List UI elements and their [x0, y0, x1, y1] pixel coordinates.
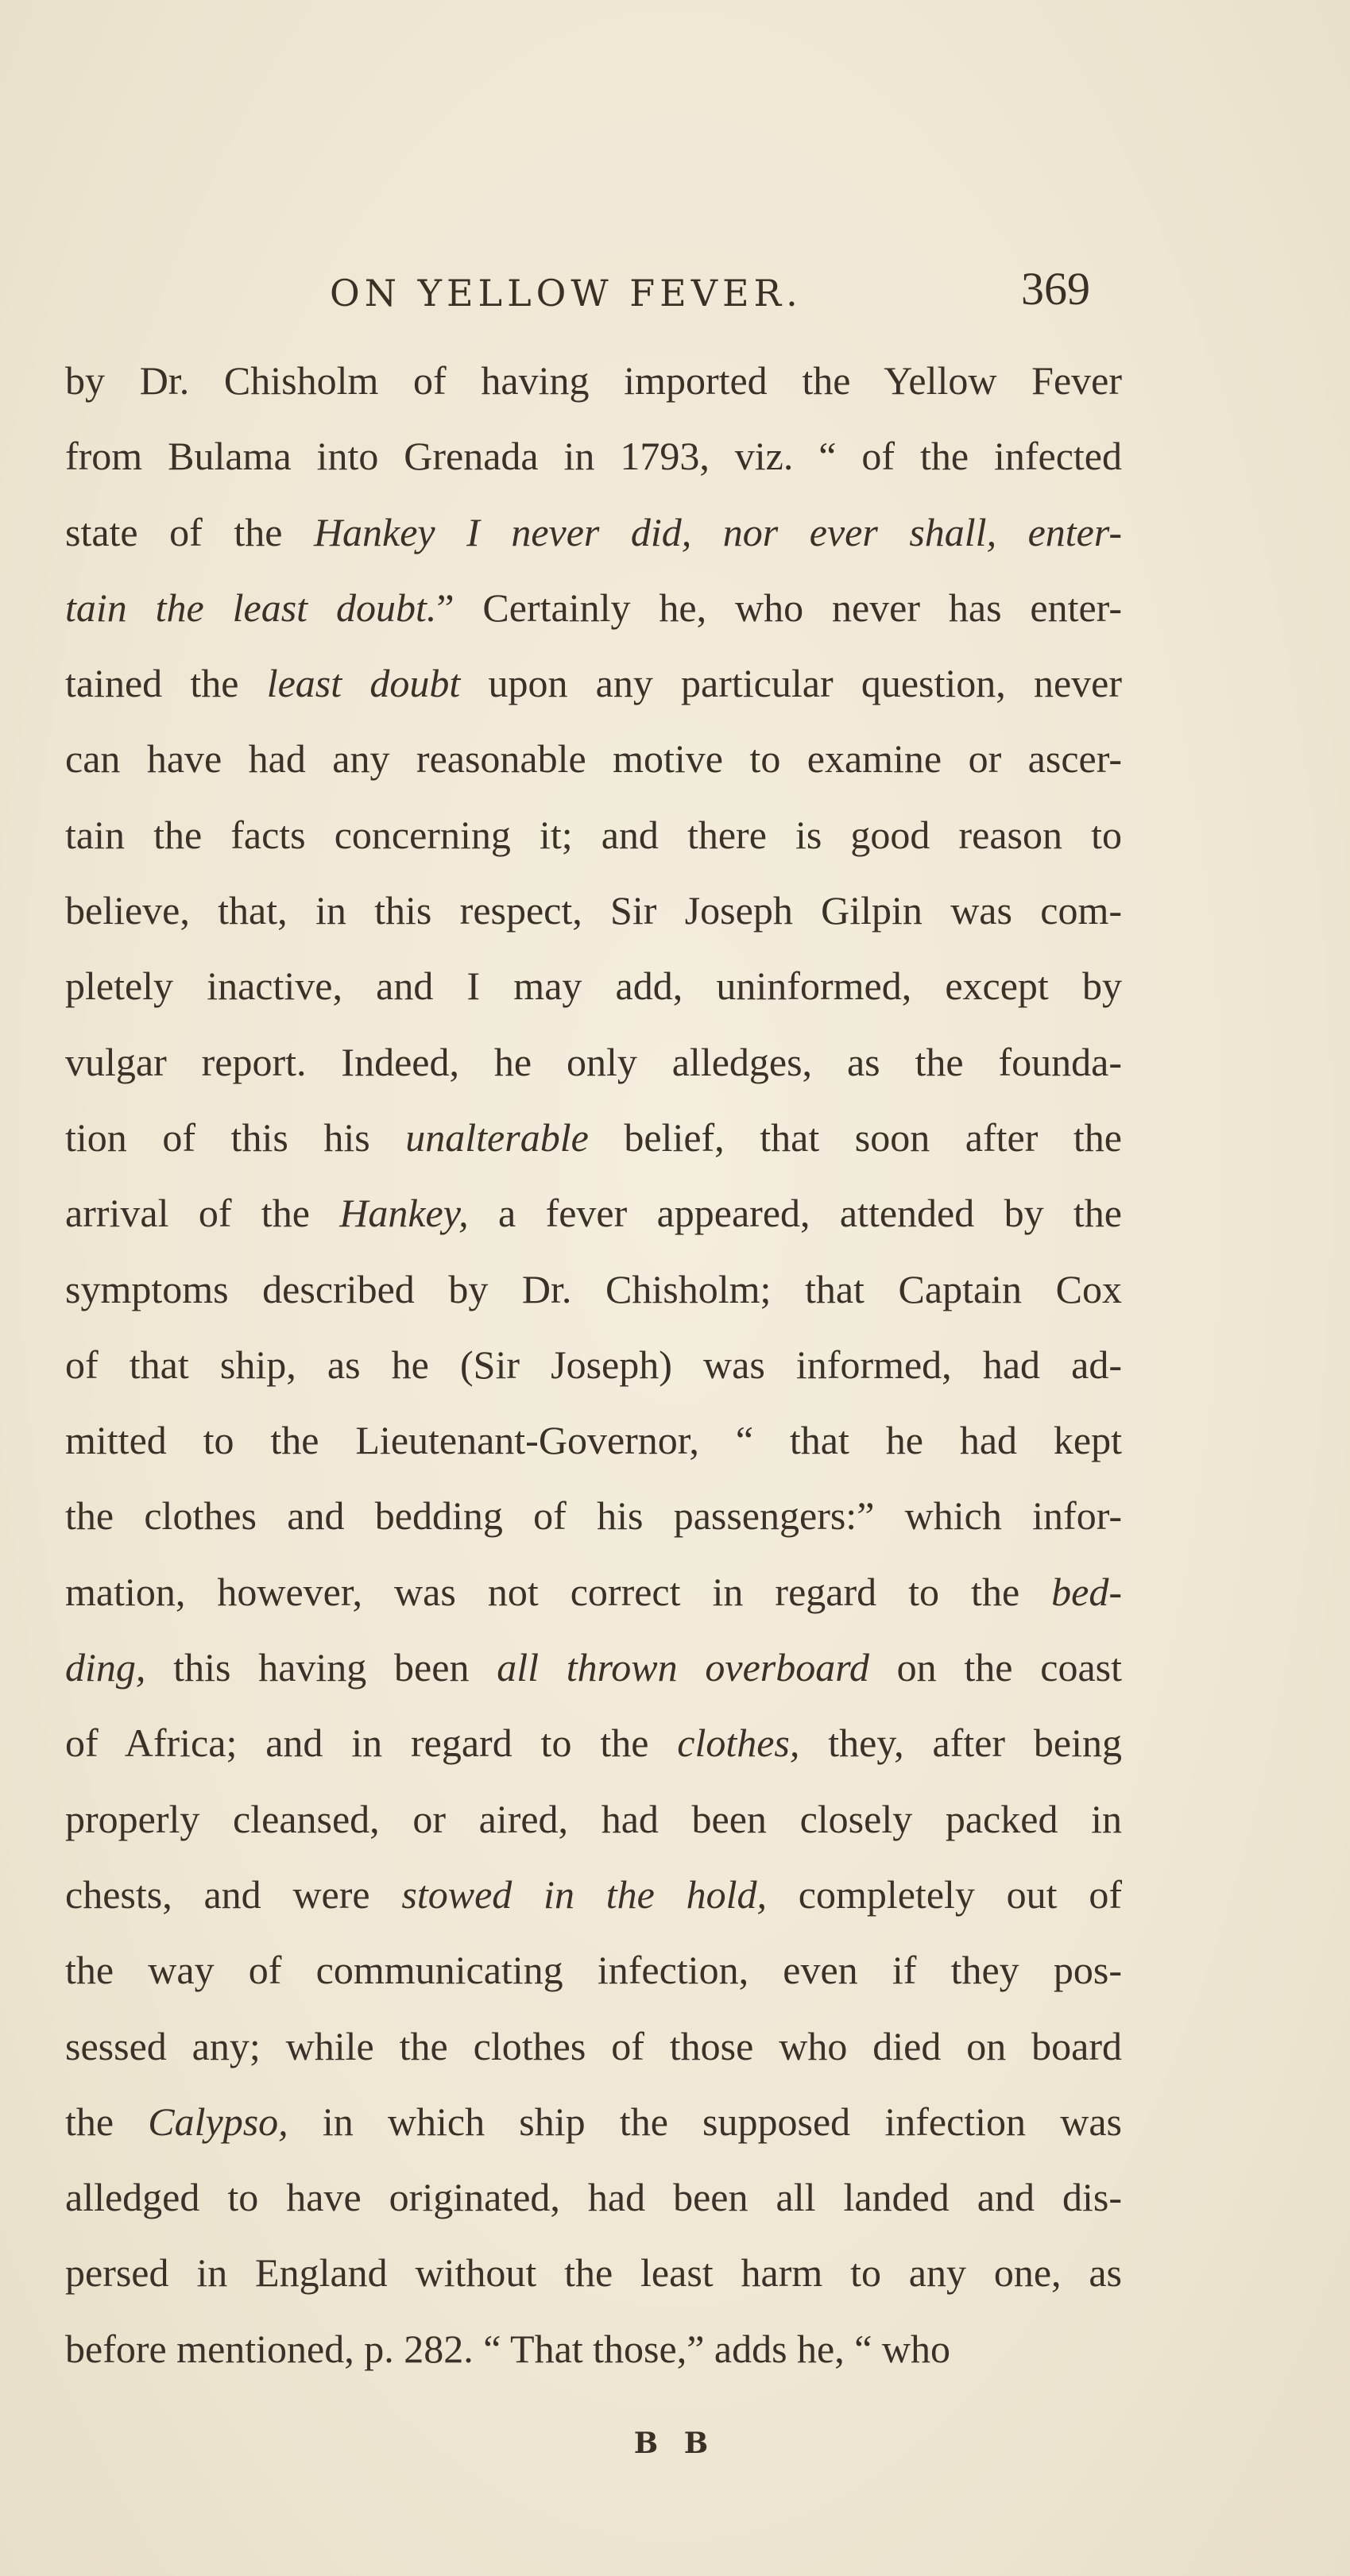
text-line — [65, 1554, 1122, 1630]
italic-text: unalterable — [405, 1114, 589, 1160]
text-segment: can have had any reasonable motive to examine or ascer- — [65, 736, 1122, 782]
text-segment: by Dr. Chisholm of having imported the Yellow Fever — [65, 358, 1122, 403]
text-segment: properly cleansed, or aired, had been closely packed in — [65, 1796, 1122, 1841]
text-segment: a fever appeared, attended by the — [468, 1191, 1123, 1236]
text-line — [65, 1403, 1122, 1478]
text-line — [65, 798, 1122, 873]
italic-text: all thrown overboard — [497, 1645, 869, 1690]
text-segment: belief, that soon after the — [588, 1114, 1122, 1160]
text-segment: tained the — [65, 661, 267, 706]
text-segment: this having been — [145, 1645, 497, 1690]
text-segment: tain the facts concerning it; and there is good reason to — [65, 812, 1122, 857]
italic-text: Calypso, — [148, 2099, 288, 2144]
text-line — [65, 570, 1122, 646]
text-segment: of that ship, as he (Sir Joseph) was informed, had ad- — [65, 1342, 1122, 1387]
italic-text: ding, — [65, 1645, 146, 1690]
text-line — [65, 1705, 1122, 1781]
text-line — [65, 1933, 1122, 2008]
text-line — [65, 2235, 1122, 2311]
italic-text: clothes, — [677, 1721, 800, 1766]
text-segment: state of the — [65, 509, 314, 554]
text-line — [65, 343, 1122, 419]
running-title: ON YELLOW FEVER. — [330, 272, 803, 315]
italic-text: least doubt — [266, 661, 461, 706]
text-segment: chests, and were — [65, 1871, 402, 1917]
text-segment: mation, however, was not correct in regard to the — [65, 1569, 1052, 1614]
text-line — [65, 1857, 1122, 1933]
page-number: 369 — [1021, 263, 1090, 315]
text-line — [65, 873, 1122, 948]
text-segment: sessed any; while the clothes of those who died on board — [65, 2023, 1122, 2068]
text-segment: arrival of the — [65, 1191, 340, 1236]
text-segment: believe, that, in this respect, Sir Joseph Gilpin was com- — [65, 888, 1122, 933]
italic-text: stowed in the hold, — [401, 1871, 767, 1917]
italic-text: tain the least doubt. — [65, 585, 437, 630]
body-text — [65, 343, 1122, 2387]
text-segment: before mentioned, p. 282. “ That those,” adds he, “ who — [65, 2326, 951, 2371]
text-segment: the way of communicating infection, even if they pos- — [65, 1948, 1122, 1993]
running-head — [0, 262, 1350, 326]
text-segment: mitted to the Lieutenant-Governor, “ that he had kept — [65, 1418, 1122, 1463]
text-segment: pletely inactive, and I may add, uninformed, except by — [65, 964, 1122, 1009]
text-segment: the clothes and bedding of his passengers:” which infor- — [65, 1493, 1122, 1539]
text-segment: symptoms described by Dr. Chisholm; that Captain Cox — [65, 1266, 1122, 1311]
signature-mark: B B — [633, 2427, 717, 2460]
text-line — [65, 2084, 1122, 2160]
text-line — [65, 646, 1122, 721]
text-segment: completely out of — [766, 1871, 1123, 1917]
text-segment: of Africa; and in regard to the — [65, 1721, 678, 1766]
text-segment: on the coast — [868, 1645, 1122, 1690]
text-line — [65, 2009, 1122, 2084]
text-segment: ” Certainly he, who never has enter- — [436, 585, 1122, 630]
text-line — [65, 1252, 1122, 1327]
italic-text: Hankey, — [339, 1191, 469, 1236]
text-segment: upon any particular question, never — [460, 661, 1123, 706]
text-line — [65, 1327, 1122, 1403]
text-segment: alledged to have originated, had been all landed and dis- — [65, 2175, 1122, 2220]
text-line — [65, 419, 1122, 494]
text-line — [65, 1478, 1122, 1554]
text-segment: persed in England without the least harm to any one, as — [65, 2250, 1122, 2296]
text-line — [65, 495, 1122, 570]
text-line — [65, 1025, 1122, 1100]
text-line — [65, 1782, 1122, 1857]
text-line — [65, 2160, 1122, 2235]
italic-text: bed- — [1051, 1569, 1122, 1614]
text-line — [65, 948, 1122, 1024]
italic-text: Hankey I never did, nor ever shall, enter- — [313, 509, 1122, 554]
text-segment: they, after being — [799, 1721, 1122, 1766]
text-line — [65, 1630, 1122, 1705]
text-segment: tion of this his — [65, 1114, 406, 1160]
text-segment: the — [65, 2099, 149, 2144]
text-line — [65, 721, 1122, 797]
text-segment: from Bulama into Grenada in 1793, viz. “ of the infected — [65, 434, 1122, 479]
text-segment: vulgar report. Indeed, he only alledges, as the founda- — [65, 1039, 1122, 1084]
text-segment: in which ship the supposed infection was — [288, 2099, 1122, 2144]
text-line — [65, 1100, 1122, 1176]
text-line — [65, 2311, 1122, 2387]
text-line — [65, 1176, 1122, 1251]
